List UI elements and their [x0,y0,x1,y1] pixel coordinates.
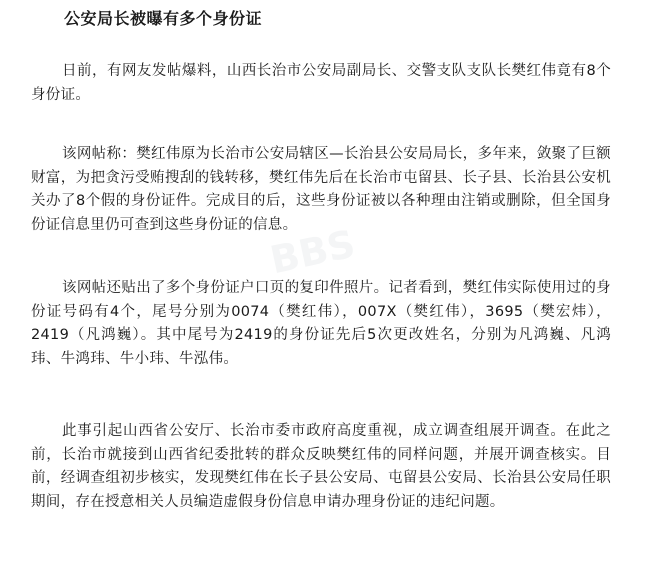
article-paragraph-1: 日前，有网友发帖爆料，山西长治市公安局副局长、交警支队支队长樊红伟竟有8个身份证。 [31,63,611,103]
article-title: 公安局长被曝有多个身份证 [64,9,263,28]
forum-watermark: BBS [266,221,359,283]
article-paragraph-4: 此事引起山西省公安厅、长治市委市政府高度重视，成立调查组展开调查。在此之前，长治市就接到山西省纪委批转的群众反映樊红伟的同样问题，并展开调查核实。目前，经调查组初步核实，发现樊红伟在长子县公安局、屯留县公安局、长治县公安局任职期间，存在授意相关人员编造虚假身份信息申请办理身份证的违纪问题。 [31,423,611,510]
article-paragraph-2: 该网帖称：樊红伟原为长治市公安局辖区—长治县公安局局长，多年来，敛聚了巨额财富，为把贪污受贿搜刮的钱转移，樊红伟先后在长治市屯留县、长子县、长治县公安机关办了8个假的身份证件。完成目的后，这些身份证被以各种理由注销或删除，但全国身份证信息里仍可查到这些身份证的信息。 [31,146,611,233]
article-paragraph-3: 该网帖还贴出了多个身份证户口页的复印件照片。记者看到，樊红伟实际使用过的身份证号码有4个，尾号分别为0074（樊红伟），007X（樊红伟），3695（樊宏炜），2419（凡鸿巍）。其中尾号为2419的身份证先后5次更改姓名，分别为凡鸿巍、凡鸿玮、牛鸿玮、牛小玮、牛泓伟。 [31,280,611,367]
